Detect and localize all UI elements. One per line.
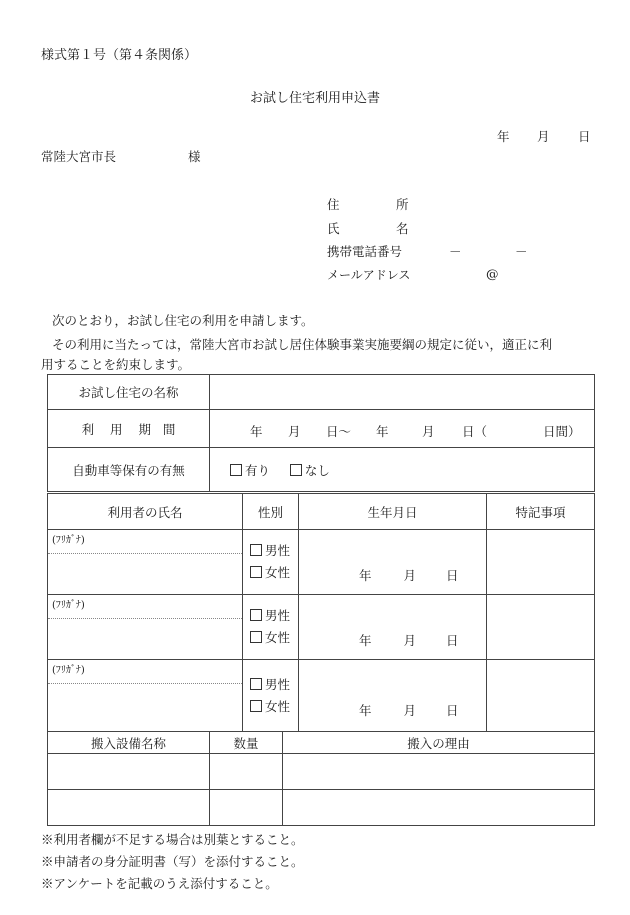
email-label: メールアドレス <box>327 268 411 282</box>
address-label-1: 住 <box>327 197 340 212</box>
equipment-name-cell[interactable] <box>48 790 210 826</box>
phone-label: 携帯電話番号 <box>327 244 403 259</box>
intro-line-1: 次のとおり，お試し住宅の利用を申請します。 <box>52 313 314 328</box>
vehicle-option-no[interactable]: なし <box>290 463 330 478</box>
remarks-cell[interactable] <box>487 660 595 732</box>
intro-line-3: 用することを約束します。 <box>41 357 191 372</box>
quantity-cell[interactable] <box>210 754 283 790</box>
user-name-cell[interactable] <box>48 530 243 595</box>
furigana-label: (ﾌﾘｶﾞﾅ) <box>48 660 242 684</box>
user-name-cell[interactable] <box>48 660 243 732</box>
table-row <box>48 754 595 790</box>
note-3: ※アンケートを記載のうえ添付すること。 <box>41 876 278 891</box>
sex-cell <box>243 660 299 732</box>
birthdate-cell[interactable]: 年 月 日 <box>299 530 487 595</box>
name-label-1: 氏 <box>327 221 340 236</box>
note-2: ※申請者の身分証明書（写）を添付すること。 <box>41 854 304 869</box>
period-field[interactable]: 年 月 日～ 年 月 日（ 日間） <box>210 410 595 448</box>
info-table <box>47 374 595 492</box>
phone-separator-2: － <box>515 244 528 259</box>
sex-cell <box>243 530 299 595</box>
table-row <box>48 530 595 595</box>
page-title: お試し住宅利用申込書 <box>249 91 380 106</box>
house-name-field[interactable] <box>210 375 595 410</box>
checkbox-icon[interactable] <box>230 464 242 476</box>
users-table <box>47 493 595 732</box>
checkbox-icon[interactable] <box>250 700 262 712</box>
email-at-sign: @ <box>486 266 499 281</box>
header-quantity: 数量 <box>210 732 283 754</box>
date-year-label: 年 <box>497 129 510 144</box>
sex-option-female[interactable]: 女性 <box>250 562 298 584</box>
table-row <box>48 790 595 826</box>
reason-cell[interactable] <box>283 790 595 826</box>
furigana-label: (ﾌﾘｶﾞﾅ) <box>48 595 242 619</box>
checkbox-icon[interactable] <box>250 631 262 643</box>
equipment-table <box>47 731 595 826</box>
sex-option-male[interactable]: 男性 <box>250 674 298 696</box>
header-equipment-name: 搬入設備名称 <box>48 732 210 754</box>
table-row <box>48 660 595 732</box>
addressee-name: 常陸大宮市長 <box>41 149 117 164</box>
furigana-label: (ﾌﾘｶﾞﾅ) <box>48 530 242 554</box>
table-row <box>48 595 595 660</box>
header-user-name: 利用者の氏名 <box>48 494 243 530</box>
user-name-cell[interactable] <box>48 595 243 660</box>
checkbox-icon[interactable] <box>250 544 262 556</box>
sex-option-male[interactable]: 男性 <box>250 540 298 562</box>
sex-option-male[interactable]: 男性 <box>250 605 298 627</box>
date-day-label: 日 <box>578 129 591 144</box>
vehicle-field <box>210 448 595 492</box>
period-label: 利 用 期 間 <box>48 410 210 448</box>
birthdate-cell[interactable]: 年 月 日 <box>299 660 487 732</box>
reason-cell[interactable] <box>283 754 595 790</box>
checkbox-icon[interactable] <box>250 566 262 578</box>
header-reason: 搬入の理由 <box>283 732 595 754</box>
name-label-2: 名 <box>396 221 409 236</box>
address-label-2: 所 <box>396 197 409 212</box>
form-number: 様式第１号（第４条関係） <box>41 48 198 63</box>
header-birthdate: 生年月日 <box>299 494 487 530</box>
checkbox-icon[interactable] <box>250 678 262 690</box>
header-remarks: 特記事項 <box>487 494 595 530</box>
remarks-cell[interactable] <box>487 595 595 660</box>
quantity-cell[interactable] <box>210 790 283 826</box>
addressee-honorific: 様 <box>188 149 201 164</box>
header-sex: 性別 <box>243 494 299 530</box>
vehicle-option-yes[interactable]: 有り <box>230 463 270 478</box>
birthdate-cell[interactable]: 年 月 日 <box>299 595 487 660</box>
vehicle-label: 自動車等保有の有無 <box>48 448 210 492</box>
note-1: ※利用者欄が不足する場合は別葉とすること。 <box>41 832 304 847</box>
sex-option-female[interactable]: 女性 <box>250 627 298 649</box>
date-month-label: 月 <box>537 129 550 144</box>
intro-line-2: その利用に当たっては，常陸大宮市お試し居住体験事業実施要綱の規定に従い，適正に利 <box>52 337 553 352</box>
remarks-cell[interactable] <box>487 530 595 595</box>
equipment-name-cell[interactable] <box>48 754 210 790</box>
house-name-label: お試し住宅の名称 <box>48 375 210 410</box>
sex-cell <box>243 595 299 660</box>
sex-option-female[interactable]: 女性 <box>250 696 298 718</box>
checkbox-icon[interactable] <box>250 609 262 621</box>
phone-separator-1: － <box>449 244 462 259</box>
checkbox-icon[interactable] <box>290 464 302 476</box>
